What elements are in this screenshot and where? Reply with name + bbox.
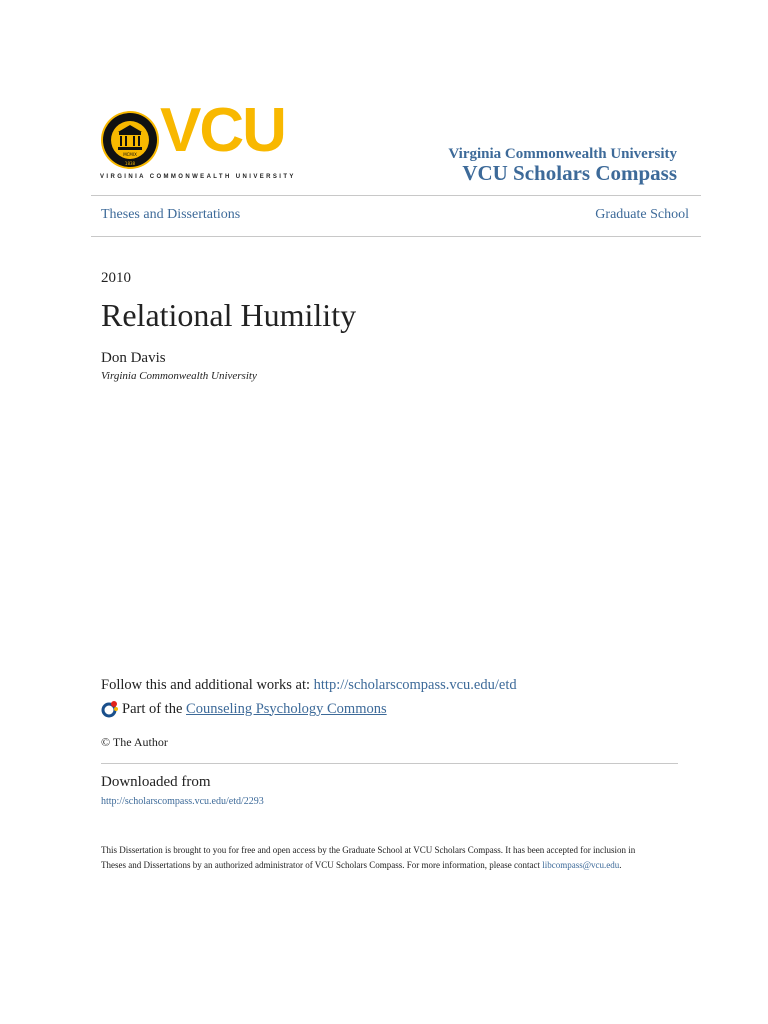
nav-divider	[91, 236, 701, 237]
repository-link[interactable]: VCU Scholars Compass	[462, 161, 677, 185]
bepress-commons-icon	[101, 700, 119, 718]
logo-wordmark: VCU	[160, 96, 285, 165]
header-divider	[91, 195, 701, 196]
follow-line	[101, 677, 517, 694]
document-title: Relational Humility	[101, 297, 357, 333]
access-notice	[101, 843, 661, 873]
follow-url-link[interactable]: http://scholarscompass.vcu.edu/etd	[313, 677, 517, 693]
seal-motto: MCMIX	[123, 152, 137, 157]
copyright: © The Author	[101, 735, 168, 749]
school-link[interactable]: Graduate School	[595, 207, 689, 222]
commons-link[interactable]: Counseling Psychology Commons	[186, 700, 387, 717]
part-of-label: Part of the	[122, 700, 183, 717]
vcu-seal-icon	[100, 110, 160, 170]
seal-year: 1838	[124, 161, 136, 166]
institution-name: Virginia Commonwealth University	[448, 146, 677, 162]
collection-link[interactable]: Theses and Dissertations	[101, 207, 241, 222]
contact-email-link[interactable]: libcompass@vcu.edu	[542, 860, 620, 870]
downloaded-from-heading: Downloaded from	[101, 774, 211, 790]
notice-text: This Dissertation is brought to you for free and open access by the Graduate School at VCU Scholars Compass. It has been accepted for inclusion in Theses and Dissertations by an authorized administrator of VCU Scholars Compass. For more information, please contact	[101, 845, 636, 870]
follow-label: Follow this and additional works at:	[101, 677, 311, 693]
download-divider	[101, 763, 678, 764]
logo-tagline: VIRGINIA COMMONWEALTH UNIVERSITY	[100, 174, 296, 180]
author-name: Don Davis	[101, 350, 166, 366]
notice-end: .	[619, 860, 622, 870]
publication-year: 2010	[101, 270, 131, 286]
vcu-logo	[100, 96, 312, 184]
part-of-line	[101, 700, 387, 718]
download-url-link[interactable]: http://scholarscompass.vcu.edu/etd/2293	[101, 796, 264, 807]
author-affiliation: Virginia Commonwealth University	[101, 370, 257, 382]
